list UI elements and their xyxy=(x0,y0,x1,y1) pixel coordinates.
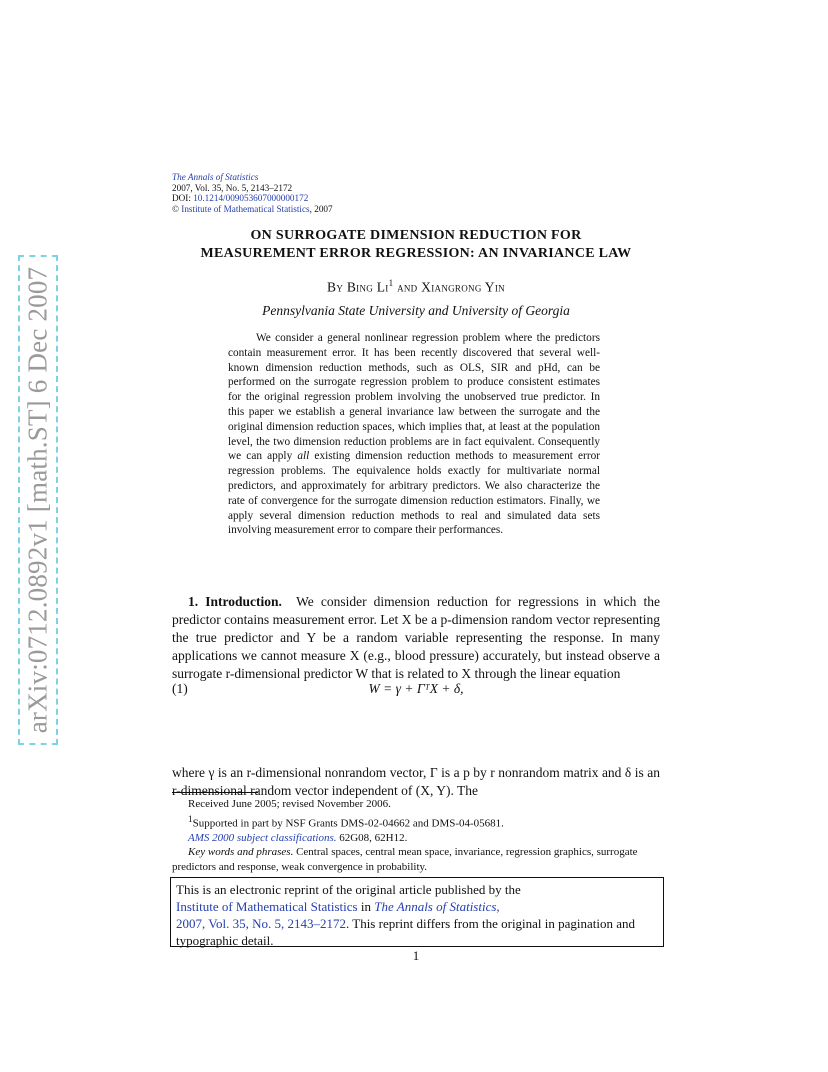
keywords-text: Central spaces, central mean space, invariance, regression graphics, surrogate predictors and response, weak convergence in probability. xyxy=(172,846,638,874)
by-label: By xyxy=(327,279,344,295)
ams-classification xyxy=(172,831,660,846)
journal-header xyxy=(172,172,333,214)
keywords-note xyxy=(172,845,660,874)
doi-link[interactable]: 10.1214/009053607000000172 xyxy=(193,193,309,204)
ams-codes: 62G08, 62H12. xyxy=(336,831,408,844)
equation-1 xyxy=(172,681,660,701)
introduction-paragraph xyxy=(172,593,660,683)
copyright-year: , 2007 xyxy=(309,203,333,214)
journal-volume: 2007, Vol. 35, No. 5, 2143–2172 xyxy=(172,182,293,193)
page-number: 1 xyxy=(412,948,420,963)
keywords-label: Key words and phrases. xyxy=(188,846,294,859)
support-footnote-mark: 1 xyxy=(188,813,193,824)
copyright-line xyxy=(172,204,333,215)
and-label: and xyxy=(397,279,418,295)
doi-label: DOI: xyxy=(172,193,191,204)
paper-title xyxy=(172,227,660,263)
copyright-symbol: © xyxy=(172,203,179,214)
abstract xyxy=(228,331,600,538)
abstract-part-2: existing dimension reduction methods to measurement error regression problems. The equivalence holds exactly for multivariate normal predictors, and approximately for arbitrary predictors. We also characterize the rate of convergence for the surrogate dimension reduction estimators. Finally, we apply several dimension reduction methods to real and simulated data sets involving measurement error to compare their performances. xyxy=(228,450,600,537)
footnotes xyxy=(172,797,660,875)
copyright-link[interactable]: Institute of Mathematical Statistics xyxy=(181,203,310,214)
abstract-emphasis: all xyxy=(297,450,310,463)
journal-name-link[interactable]: The Annals of Statistics xyxy=(172,172,259,182)
reprint-notice xyxy=(170,877,664,947)
author-2: Xiangrong Yin xyxy=(421,279,505,295)
title-line-2: MEASUREMENT ERROR REGRESSION: AN INVARIANCE LAW xyxy=(200,246,632,261)
introduction-text: We consider dimension reduction for regressions in which the predictor contains measurement error. Let X be a p-dimension random vector representing the true predictor and Y be a random variable representing the response. In many applications we cannot measure X (e.g., blood pressure) accurately, but instead observe a surrogate r-dimensional predictor W that is related to X through the linear equation xyxy=(172,594,660,681)
equation-body: W = γ + ΓᵀX + δ, xyxy=(368,681,464,696)
author-1-footnote-mark[interactable]: 1 xyxy=(388,278,394,288)
arxiv-identifier: arXiv:0712.0892v1 [math.ST] 6 Dec 2007 xyxy=(22,266,53,734)
author-1: Bing Li xyxy=(346,279,389,295)
authors xyxy=(172,278,660,296)
reprint-rest: . This reprint differs from the original in pagination and typographic detail. xyxy=(176,916,636,948)
publisher-link[interactable]: Institute of Mathematical Statistics xyxy=(176,899,358,914)
support-text: Supported in part by NSF Grants DMS-02-04662 and DMS-04-05681. xyxy=(192,817,504,830)
affiliation: Pennsylvania State University and University of Georgia xyxy=(262,303,570,318)
reprint-line-1: This is an electronic reprint of the original article published by the xyxy=(176,882,521,897)
reprint-in: in xyxy=(357,899,375,914)
received-note: Received June 2005; revised November 2006. xyxy=(188,798,391,810)
support-note xyxy=(172,812,660,831)
ams-classification-link[interactable]: AMS 2000 subject classifications. xyxy=(188,831,337,844)
section-heading: 1. Introduction. xyxy=(188,594,282,609)
reprint-comma: , xyxy=(496,899,500,914)
equation-number: (1) xyxy=(172,681,188,696)
abstract-part-1: We consider a general nonlinear regression problem where the predictors contain measurement error. It has been recently discovered that several well-known dimension reduction methods, such as OLS, SIR and pHd, can be performed on the surrogate regression problem to produce consistent estimates for the original regression problem involving the unobserved true predictor. In this paper we establish a general invariance law between the surrogate and the original dimension reduction spaces, which implies that, at least at the population level, the two dimension reduction problems are in fact equivalent. Consequently we can apply xyxy=(228,332,600,463)
arxiv-stamp xyxy=(18,255,58,745)
title-line-1: ON SURROGATE DIMENSION REDUCTION FOR xyxy=(250,228,582,243)
reprint-citation-link[interactable]: 2007, Vol. 35, No. 5, 2143–2172 xyxy=(176,916,346,931)
doi-line xyxy=(172,193,333,204)
footnote-rule xyxy=(172,792,258,793)
continuation-paragraph: where γ is an r-dimensional nonrandom vector, Γ is a p by r nonrandom matrix and δ is an r-dimensional random vector independent of (X, Y). The xyxy=(172,765,660,798)
reprint-journal-link[interactable]: The Annals of Statistics xyxy=(374,899,497,914)
